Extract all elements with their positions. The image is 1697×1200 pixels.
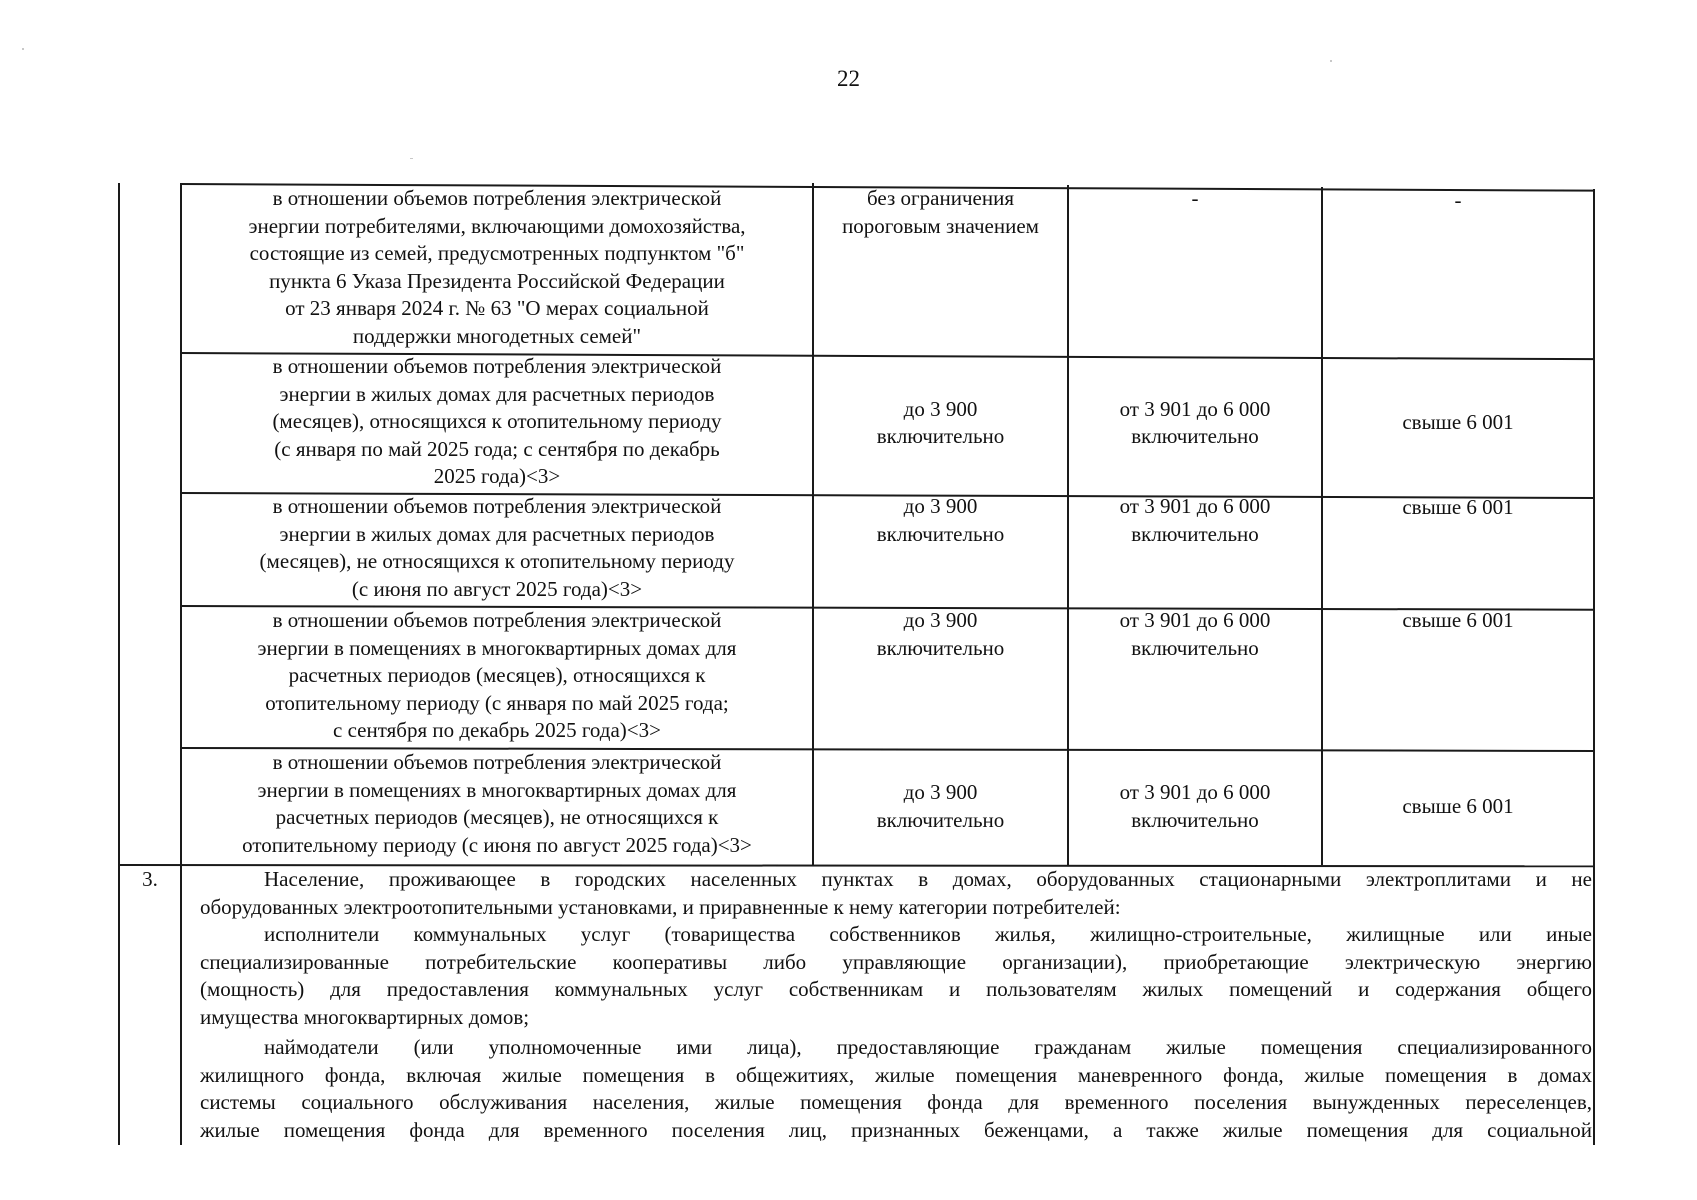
section-3-paragraph-3-line: системы социального обслуживания населения, жилые помещения фонда для временного поселения вынужденных переселенцев, xyxy=(200,1090,1592,1114)
row-5-description-line: в отношении объемов потребления электрической xyxy=(272,750,722,774)
row-4-description xyxy=(182,607,812,745)
row-4-description-line: в отношении объемов потребления электрической xyxy=(272,608,722,632)
row-4-range-2 xyxy=(1069,607,1321,662)
row-3-description xyxy=(182,493,812,603)
row-4-description-line: энергии в помещениях в многоквартирных домах для xyxy=(257,635,737,660)
row-3-description-line: (месяцев), не относящихся к отопительному периоду xyxy=(259,549,735,573)
row-2-range-3 xyxy=(1323,354,1593,492)
row-1-description-line: поддержки многодетных семей" xyxy=(352,323,642,348)
row-2-description-line: 2025 года)<3> xyxy=(433,464,561,488)
row-5-range-2-line: от 3 901 до 6 000 xyxy=(1119,780,1271,804)
row-3-description-line: энергии в жилых домах для расчетных периодов xyxy=(279,521,715,546)
row-1-description-line: энергии потребителями, включающими домохозяйства, xyxy=(248,213,746,238)
section-3-paragraph-3-line: жилищного фонда, включая жилые помещения в общежитиях, жилые помещения маневренного фонда, жилые помещения в домах xyxy=(200,1062,1592,1087)
row-5-range-3 xyxy=(1323,749,1593,864)
row-1-range-2 xyxy=(1069,185,1321,213)
row-5-description-line: расчетных периодов (месяцев), не относящихся к xyxy=(275,805,719,829)
row-1-description-line: пункта 6 Указа Президента Российской Федерации xyxy=(269,268,725,293)
row-5-range-1 xyxy=(814,749,1067,864)
table-border-left xyxy=(118,183,120,1145)
row-1-range-3-line: - xyxy=(1454,188,1462,212)
row-3-range-2-line: включительно xyxy=(1131,521,1259,546)
page-number: 22 xyxy=(837,66,860,91)
row-2-description-line: энергии в жилых домах для расчетных периодов xyxy=(279,381,715,406)
row-4-range-3 xyxy=(1323,607,1593,635)
row-3-range-3 xyxy=(1323,494,1593,522)
row-1-description-line: в отношении объемов потребления электрической xyxy=(272,186,722,210)
row-1-range-1-line: без ограничения xyxy=(867,186,1014,210)
row-2-range-1-line: включительно xyxy=(876,424,1005,448)
row-2-range-2-line: включительно xyxy=(1131,424,1259,448)
row-5-description-line: энергии в помещениях в многоквартирных домах для xyxy=(257,777,737,802)
row-1-description-line: состоящие из семей, предусмотренных подпунктом "б" xyxy=(249,241,745,265)
scan-speck xyxy=(410,158,413,159)
row-1-description-line: от 23 января 2024 г. № 63 "О мерах социальной xyxy=(285,296,709,320)
row-2-description-line: (с января по май 2025 года; с сентября по декабрь xyxy=(274,436,720,461)
section-3-paragraph-2-line: (мощность) для предоставления коммунальных услуг собственникам и пользователям жилых помещений и содержания общего xyxy=(200,977,1592,1001)
row-4-range-3-line: свыше 6 001 xyxy=(1402,608,1514,632)
section-3-paragraph-1-line: Население, проживающее в городских населенных пунктах в домах, оборудованных стационарными электроплитами и не xyxy=(264,867,1592,891)
row-5-range-2-line: включительно xyxy=(1131,807,1259,832)
row-3-range-1-line: включительно xyxy=(876,521,1005,546)
row-5-range-1-line: до 3 900 xyxy=(903,780,978,804)
row-4-description-line: отопительному периоду (с января по май 2025 года; xyxy=(265,690,729,715)
row-2-range-2 xyxy=(1069,354,1321,492)
row-3-range-1 xyxy=(814,493,1067,548)
row-1-description xyxy=(182,185,812,350)
scan-speck xyxy=(22,48,24,50)
row-3-description-line: в отношении объемов потребления электрической xyxy=(272,494,722,518)
row-2-description-line: (месяцев), относящихся к отопительному периоду xyxy=(272,409,722,433)
row-5-description xyxy=(182,749,812,859)
section-3-paragraph-3-line: жилые помещения фонда для временного поселения лиц, признанных беженцами, а также жилые помещения для социальной xyxy=(200,1117,1592,1142)
row-2-description-line: в отношении объемов потребления электрической xyxy=(272,354,722,378)
row-4-description-line: с сентября по декабрь 2025 года)<3> xyxy=(333,718,661,742)
row-2-range-2-line: от 3 901 до 6 000 xyxy=(1119,396,1271,421)
row-3-range-2 xyxy=(1069,493,1321,548)
row-3-description-line: (с июня по август 2025 года)<3> xyxy=(351,576,643,601)
row-3-range-2-line: от 3 901 до 6 000 xyxy=(1119,494,1271,518)
row-1-range-1 xyxy=(814,185,1067,240)
scan-speck xyxy=(1330,60,1332,62)
row-4-range-1 xyxy=(814,607,1067,662)
row-4-range-1-line: до 3 900 xyxy=(903,608,978,632)
row-5-range-2 xyxy=(1069,749,1321,864)
row-2-range-1 xyxy=(814,354,1067,492)
row-1-range-1-line: пороговым значением xyxy=(842,213,1039,238)
row-5-range-1-line: включительно xyxy=(876,807,1005,832)
section-3-paragraph-3-line: наймодатели (или уполномоченные ими лица), предоставляющие гражданам жилые помещения специализированного xyxy=(264,1035,1592,1059)
row-2-description xyxy=(182,353,812,491)
section-3-paragraph-2-line: специализированные потребительские кооперативы либо управляющие организации), приобретающие электрическую энергию xyxy=(200,949,1592,974)
row-4-description-line: расчетных периодов (месяцев), относящихся к xyxy=(288,663,706,687)
section-3-paragraph-2-line: имущества многоквартирных домов; xyxy=(200,1004,530,1029)
table-border-right xyxy=(1593,189,1595,1145)
section-3-text xyxy=(200,866,1592,1144)
row-4-range-2-line: от 3 901 до 6 000 xyxy=(1119,608,1271,632)
row-3-range-1-line: до 3 900 xyxy=(903,494,978,518)
row-3-range-3-line: свыше 6 001 xyxy=(1402,495,1514,519)
section-3-number: 3. xyxy=(142,867,158,891)
row-2-range-1-line: до 3 900 xyxy=(903,396,978,421)
row-5-range-3-line: свыше 6 001 xyxy=(1402,793,1514,818)
section-3-paragraph-1-line: оборудованных электроотопительными установками, и приравненные к нему категории потребителей: xyxy=(200,894,1121,919)
row-4-range-1-line: включительно xyxy=(876,635,1005,660)
row-4-range-2-line: включительно xyxy=(1131,635,1259,660)
row-1-range-2-line: - xyxy=(1191,186,1199,210)
row-5-description-line: отопительному периоду (с июня по август 2025 года)<3> xyxy=(242,832,752,857)
row-2-range-3-line: свыше 6 001 xyxy=(1402,410,1514,435)
section-3-paragraph-2-line: исполнители коммунальных услуг (товарищества собственников жилья, жилищно-строительные, жилищные или иные xyxy=(264,922,1592,946)
row-1-range-3 xyxy=(1323,187,1593,215)
